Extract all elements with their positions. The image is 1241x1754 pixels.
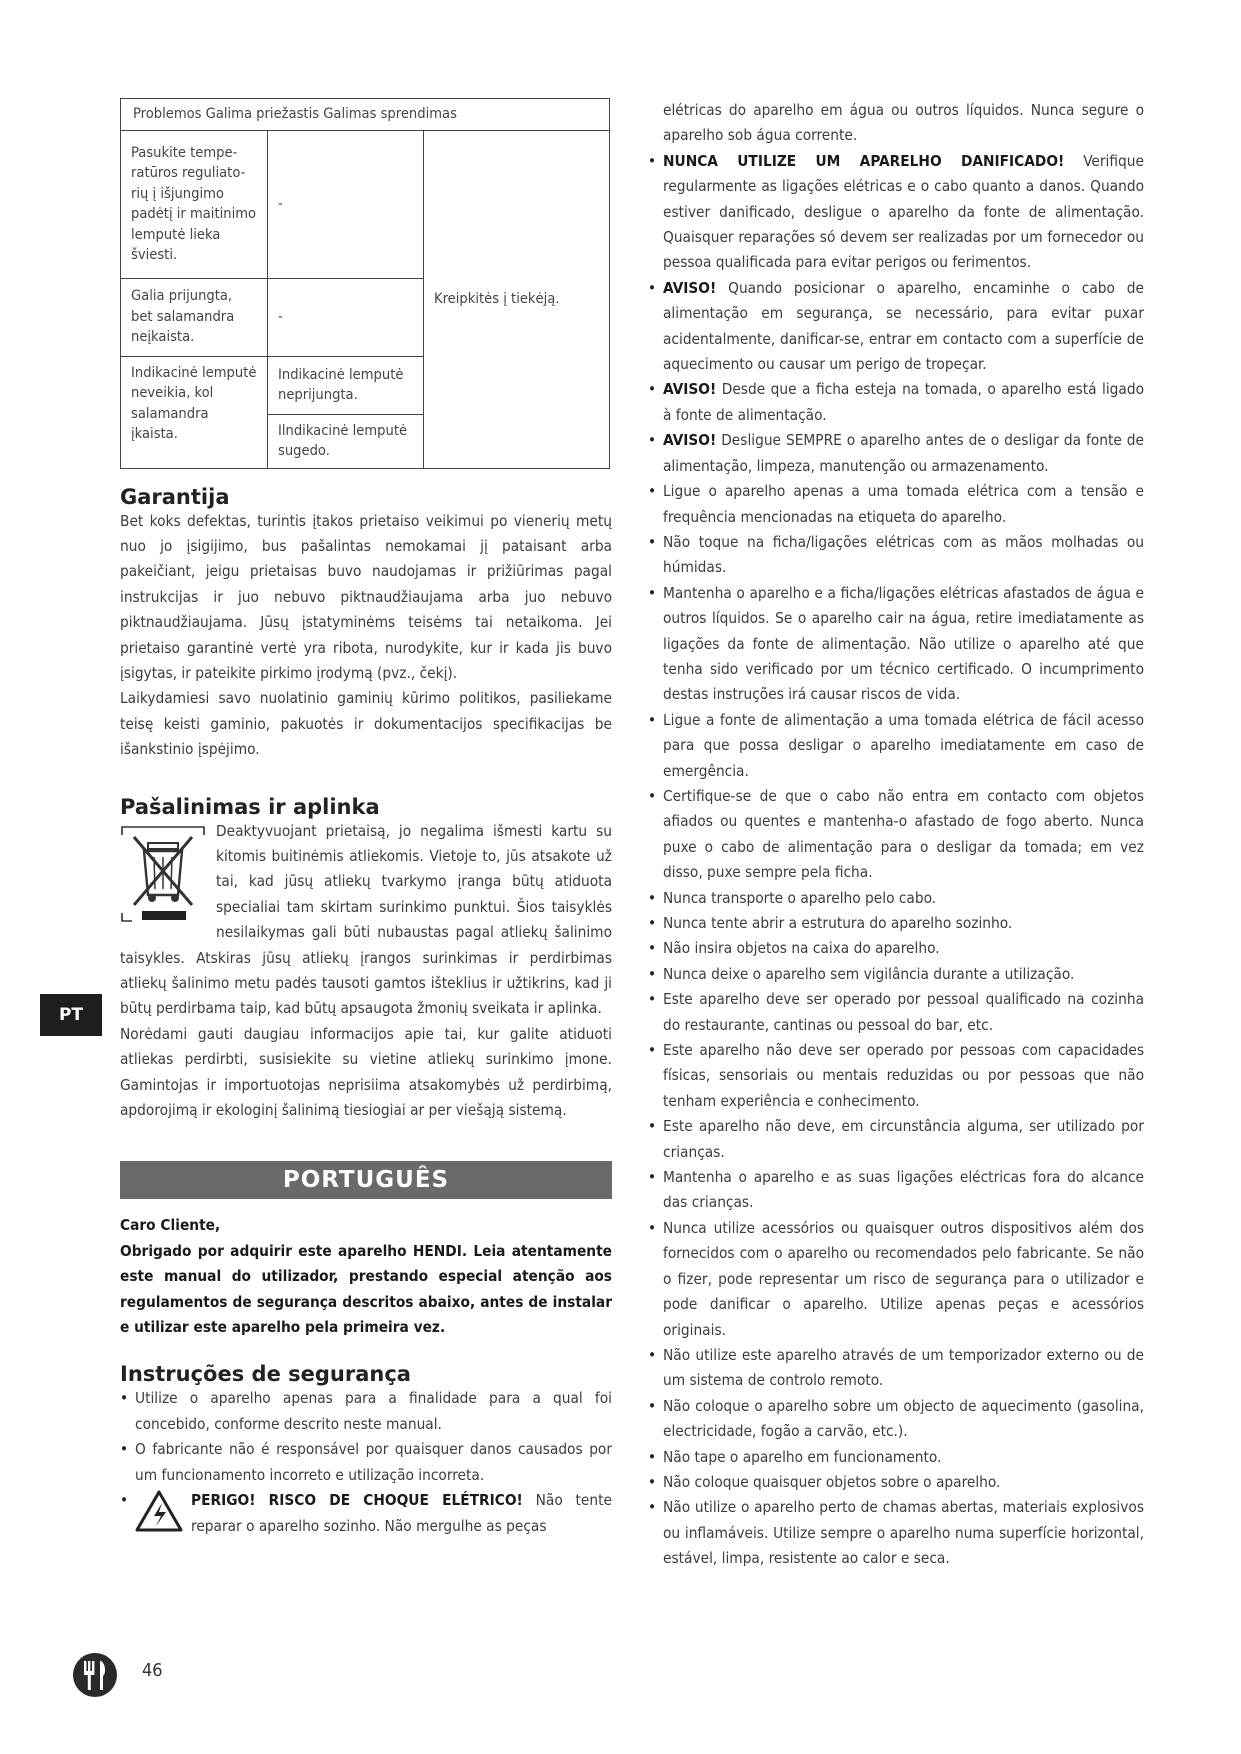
list-item <box>648 377 1144 428</box>
list-item: • Nunca tente abrir a estrutura do aparelho sozinho. <box>648 911 1144 936</box>
disposal-paragraph-1: Deaktyvuojant prietaisą, jo negalima išmesti kartu su kitomis buitinėmis atliekomis. Vietoje to, jūs atsakote už tai, kad jūsų atliekų tvarkymo įranga būtų atiduota specialiai tam skirtam surinkimo punktui. Šios taisyklės nesilaikymas gali būti nubaustas pagal atliekų šalinimo taisykles. Atskiras jūsų atliekų įrangos surinkimas ir perdirbimas atliekų šalinimo metu padės tausoti gamtos išteklius ir užtikrins, kad ji būtų perdirbama taip, kad būtų apsaugota žmonių sveikata ir aplinka. <box>120 821 612 1018</box>
list-item: • Não tape o aparelho em funcionamento. <box>648 1445 1144 1470</box>
garantija-paragraph-1: Bet koks defektas, turintis įtakos prietaiso veikimui po vienerių metų nuo jo įsigijimo, bus pašalintas nemokamai jį pataisant arba pakeičiant, jeigu prietaisas buvo naudojamas ir prižiūrimas pagal instrukcijas ir juo nebuvo piktnaudžiaujama arba juo nebuvo piktnaudžiaujama. Jūsų įstatyminėms teisėms tai netaikoma. Jei prietaiso garantinė vertė yra ribota, nurodykite, kur ir kada jis buvo įsigytas, ir pateikite pirkimo įrodymą (pvz., čekį). <box>120 511 612 682</box>
troubleshooting-table <box>120 98 610 469</box>
page-number: 46 <box>142 1660 163 1681</box>
left-column <box>120 98 612 1539</box>
intro-paragraph: Obrigado por adquirir este aparelho HENDI. Leia atentamente este manual do utilizador, prestando especial atenção aos regulamentos de segurança descritos abaixo, antes de instalar e utilizar este aparelho pela primeira vez. <box>120 1241 612 1337</box>
warning-label: AVISO! <box>663 278 717 297</box>
item-text: Verifique regularmente as ligações elétricas e o cabo quanto a danos. Quando estiver danificado, desligue o aparelho da fonte de alimentação. Quaisquer reparações só devem ser realizadas por um fornecedor ou pessoa qualificada para evitar perigos ou ferimentos. <box>663 151 1144 272</box>
table-cell-cause: - <box>268 130 424 278</box>
list-item: • Mantenha o aparelho e a ficha/ligações elétricas afastados de água e outros líquidos. Se o aparelho cair na água, retire imediatamente as ligações da fonte de alimentação. Não utilize o aparelho até que tenha sido verificado por um técnico certificado. O incumprimento destas instruções irá causar riscos de vida. <box>648 581 1144 708</box>
list-item: • Ligue o aparelho apenas a uma tomada elétrica com a tensão e frequência mencionadas na etiqueta do aparelho. <box>648 479 1144 530</box>
list-item: • Não utilize este aparelho através de um temporizador externo ou de um sistema de controlo remoto. <box>648 1343 1144 1394</box>
list-item: • Não toque na ficha/ligações elétricas com as mãos molhadas ou húmidas. <box>648 530 1144 581</box>
portugues-banner: PORTUGUÊS <box>120 1161 612 1199</box>
weee-bin-icon <box>120 825 206 937</box>
item-text: Quando posicionar o aparelho, encaminhe o cabo de alimentação em segurança, se necessário, para evitar puxar acidentalmente, danificar-se, entrar em contacto com a superfície de aquecimento ou causar um perigo de tropeçar. <box>663 278 1144 374</box>
table-header: Problemos Galima priežastis Galimas sprendimas <box>121 99 610 131</box>
table-cell-problem: Indikacinė lemputė neveikia, kol salamandra įkaista. <box>121 356 268 468</box>
list-item: • Mantenha o aparelho e as suas ligações eléctricas fora do alcance das crianças. <box>648 1165 1144 1216</box>
list-item: • Ligue a fonte de alimentação a uma tomada elétrica de fácil acesso para que possa desligar o aparelho imediatamente em caso de emergência. <box>648 708 1144 784</box>
greeting: Caro Cliente, <box>120 1216 221 1235</box>
table-cell-cause: Indikacinė lemputė neprijungta. <box>268 356 424 414</box>
item-text: Desde que a ficha esteja na tomada, o aparelho está ligado à fonte de alimentação. <box>663 380 1144 424</box>
list-item: • Não coloque quaisquer objetos sobre o aparelho. <box>648 1470 1144 1495</box>
safety-list-right <box>648 149 1144 1572</box>
right-column <box>648 98 1144 1572</box>
warning-label: AVISO! <box>663 380 717 399</box>
table-cell-problem: Pasukite tempe-ratūros reguliato-rių į išjungimo padėtį ir maitinimo lemputė lieka šviesti. <box>121 130 268 278</box>
list-item: • Este aparelho não deve ser operado por pessoas com capacidades físicas, sensoriais ou mentais reduzidas ou por pessoas que não tenham experiência e conhecimento. <box>648 1038 1144 1114</box>
table-cell-solution: Kreipkitės į tiekėją. <box>424 130 610 468</box>
garantija-paragraph-2: Laikydamiesi savo nuolatinio gaminių kūrimo politikos, pasiliekame teisę keisti gaminio, pakuotės ir dokumentacijos specifikacijas be išankstinio įspėjimo. <box>120 689 612 759</box>
list-item: • O fabricante não é responsável por quaisquer danos causados por um funcionamento incorreto e utilização incorreta. <box>120 1437 612 1488</box>
table-cell-problem: Galia prijungta, bet salamandra neįkaista. <box>121 278 268 356</box>
list-item: • Utilize o aparelho apenas para a finalidade para a qual foi concebido, conforme descrito neste manual. <box>120 1386 612 1437</box>
warning-label: AVISO! <box>663 431 717 450</box>
electric-hazard-icon <box>135 1490 185 1534</box>
list-item <box>120 1488 612 1539</box>
list-item: • Certifique-se de que o cabo não entra em contacto com objetos afiados ou quentes e mantenha-o afastado de fogo aberto. Nunca puxe o cabo de alimentação para o desligar da tomada; em vez disso, puxe sempre pela ficha. <box>648 784 1144 886</box>
garantija-heading: Garantija <box>120 484 230 509</box>
danger-text: Não tente reparar o aparelho sozinho. Não mergulhe as peças <box>191 1491 612 1535</box>
list-item: • Não coloque o aparelho sobre um objecto de aquecimento (gasolina, electricidade, fogão a carvão, etc.). <box>648 1394 1144 1445</box>
safety-heading: Instruções de segurança <box>120 1362 411 1387</box>
list-item <box>648 428 1144 479</box>
disposal-heading: Pašalinimas ir aplinka <box>120 794 380 819</box>
danger-label: PERIGO! RISCO DE CHOQUE ELÉTRICO! <box>191 1491 523 1510</box>
cutlery-logo-icon <box>72 1652 118 1698</box>
table-cell-cause: Ilndikacinė lemputė sugedo. <box>268 414 424 468</box>
safety-list-left <box>120 1386 612 1538</box>
list-item: • Nunca deixe o aparelho sem vigilância durante a utilização. <box>648 962 1144 987</box>
list-item: • Não utilize o aparelho perto de chamas abertas, materiais explosivos ou inflamáveis. Utilize sempre o aparelho numa superfície horizontal, estável, limpa, resistente ao calor e seca. <box>648 1495 1144 1571</box>
language-tab: PT <box>40 994 102 1036</box>
warning-label: NUNCA UTILIZE UM APARELHO DANIFICADO! <box>663 151 1065 170</box>
list-item <box>648 149 1144 276</box>
list-item: • Nunca transporte o aparelho pelo cabo. <box>648 886 1144 911</box>
disposal-section <box>120 819 612 1124</box>
continued-paragraph: elétricas do aparelho em água ou outros líquidos. Nunca segure o aparelho sob água corrente. <box>663 101 1144 145</box>
list-item: • Não insira objetos na caixa do aparelho. <box>648 936 1144 961</box>
disposal-paragraph-2: Norėdami gauti daugiau informacijos apie tai, kur galite atiduoti atliekas perdirbti, susisiekite su vietine atliekų surinkimo įmone. Gamintojas ir importuotojas neprisiima atsakomybės už perdirbimą, apdorojimą ir ekologinį šalinimą tiesiogiai ar per viešąją sistemą. <box>120 1024 612 1120</box>
list-item: • Este aparelho não deve, em circunstância alguma, ser utilizado por crianças. <box>648 1114 1144 1165</box>
item-text: Desligue SEMPRE o aparelho antes de o desligar da fonte de alimentação, limpeza, manutenção ou armazenamento. <box>663 431 1144 475</box>
list-item: • Nunca utilize acessórios ou quaisquer outros dispositivos além dos fornecidos com o aparelho ou recomendados pelo fabricante. Se não o fizer, pode representar um risco de segurança para o utilizador e pode danificar o aparelho. Utilize apenas peças e acessórios originais. <box>648 1216 1144 1343</box>
list-item <box>648 276 1144 378</box>
table-cell-cause: - <box>268 278 424 356</box>
list-item: • Este aparelho deve ser operado por pessoal qualificado na cozinha do restaurante, cantinas ou pessoal do bar, etc. <box>648 987 1144 1038</box>
